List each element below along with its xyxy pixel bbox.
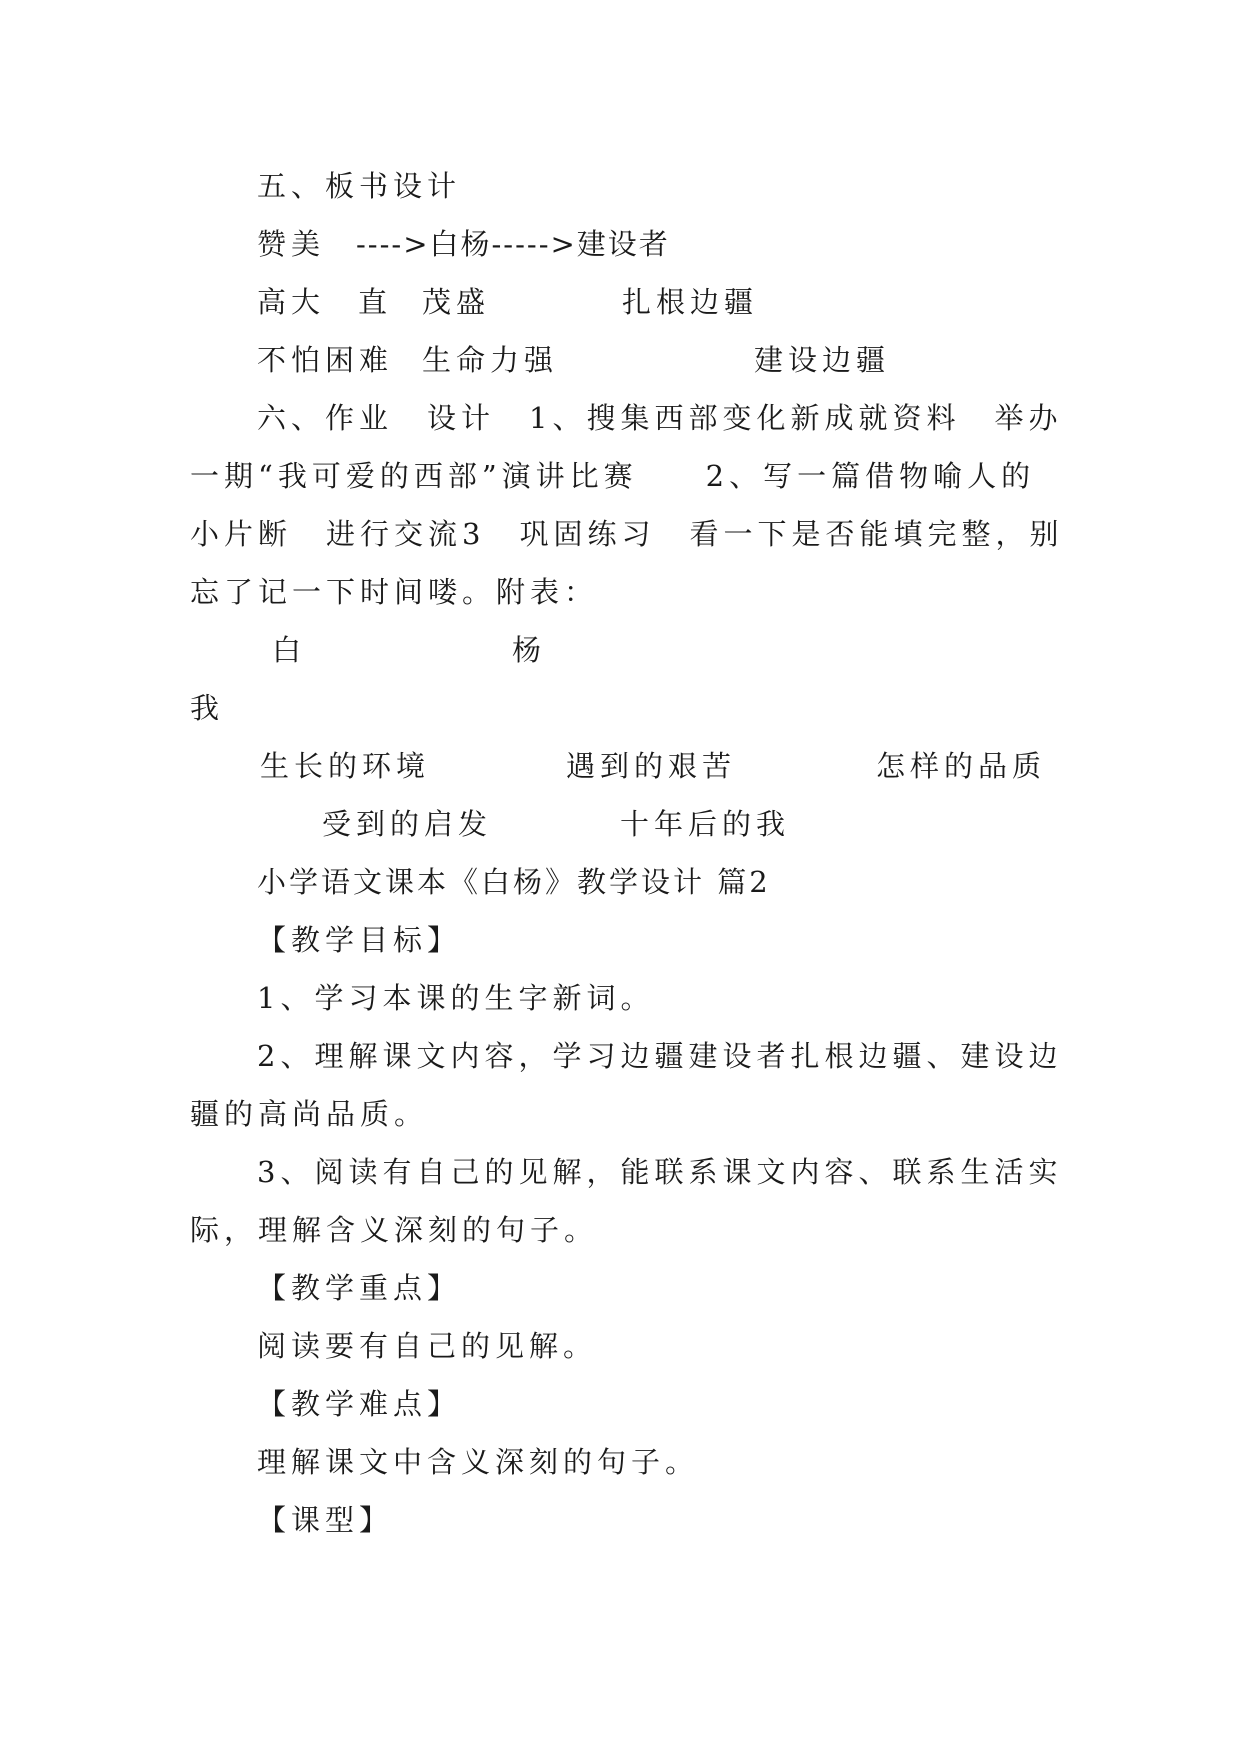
- appendix-yang: 杨: [512, 633, 547, 667]
- appendix-col-inspiration: 受到的启发: [322, 807, 493, 841]
- board-row1-mid: ---->白杨----->建设者: [356, 227, 670, 261]
- homework-line-2: 一期“我可爱的西部”演讲比赛 2、写一篇借物喻人的: [190, 459, 1036, 493]
- appendix-col-quality: 怎样的品质: [876, 749, 1047, 783]
- goal-3-line-1: 3、阅读有自己的见解，能联系课文内容、联系生活实: [257, 1155, 1063, 1189]
- appendix-col-environment: 生长的环境: [260, 749, 431, 783]
- appendix-bai: 白: [272, 633, 307, 667]
- appendix-col-hardship: 遇到的艰苦: [566, 749, 737, 783]
- board-row2-c: 茂盛: [422, 285, 491, 319]
- board-row3-b: 生命力强: [422, 343, 559, 377]
- board-row3-a: 不怕困难: [257, 343, 394, 377]
- board-row2-a: 高大: [257, 285, 326, 319]
- key-text: 阅读要有自己的见解。: [257, 1329, 598, 1363]
- lesson-type-heading: 【课型】: [257, 1503, 394, 1537]
- part2-title: 小学语文课本《白杨》教学设计 篇2: [257, 865, 771, 899]
- goal-3-line-2: 际，理解含义深刻的句子。: [190, 1213, 599, 1247]
- board-row2-d: 扎根边疆: [622, 285, 759, 319]
- goal-1: 1、学习本课的生字新词。: [257, 981, 655, 1015]
- homework-line-4: 忘了记一下时间喽。附表：: [190, 575, 599, 609]
- appendix-col-future-me: 十年后的我: [620, 807, 791, 841]
- key-heading: 【教学重点】: [257, 1271, 462, 1305]
- board-row3-c: 建设边疆: [754, 343, 891, 377]
- appendix-wo: 我: [190, 691, 225, 725]
- homework-line-1: 六、作业 设计 1、搜集西部变化新成就资料 举办: [257, 401, 1063, 435]
- board-row1-left: 赞美: [257, 227, 326, 261]
- homework-line-3: 小片断 进行交流3 巩固练习 看一下是否能填完整，别: [190, 517, 1064, 551]
- goal-2-line-1: 2、理解课文内容，学习边疆建设者扎根边疆、建设边: [257, 1039, 1063, 1073]
- difficulty-text: 理解课文中含义深刻的句子。: [257, 1445, 700, 1479]
- board-row2-b: 直: [358, 285, 393, 319]
- board-heading: 五、板书设计: [257, 169, 462, 203]
- goals-heading: 【教学目标】: [257, 923, 462, 957]
- difficulty-heading: 【教学难点】: [257, 1387, 462, 1421]
- goal-2-line-2: 疆的高尚品质。: [190, 1097, 429, 1131]
